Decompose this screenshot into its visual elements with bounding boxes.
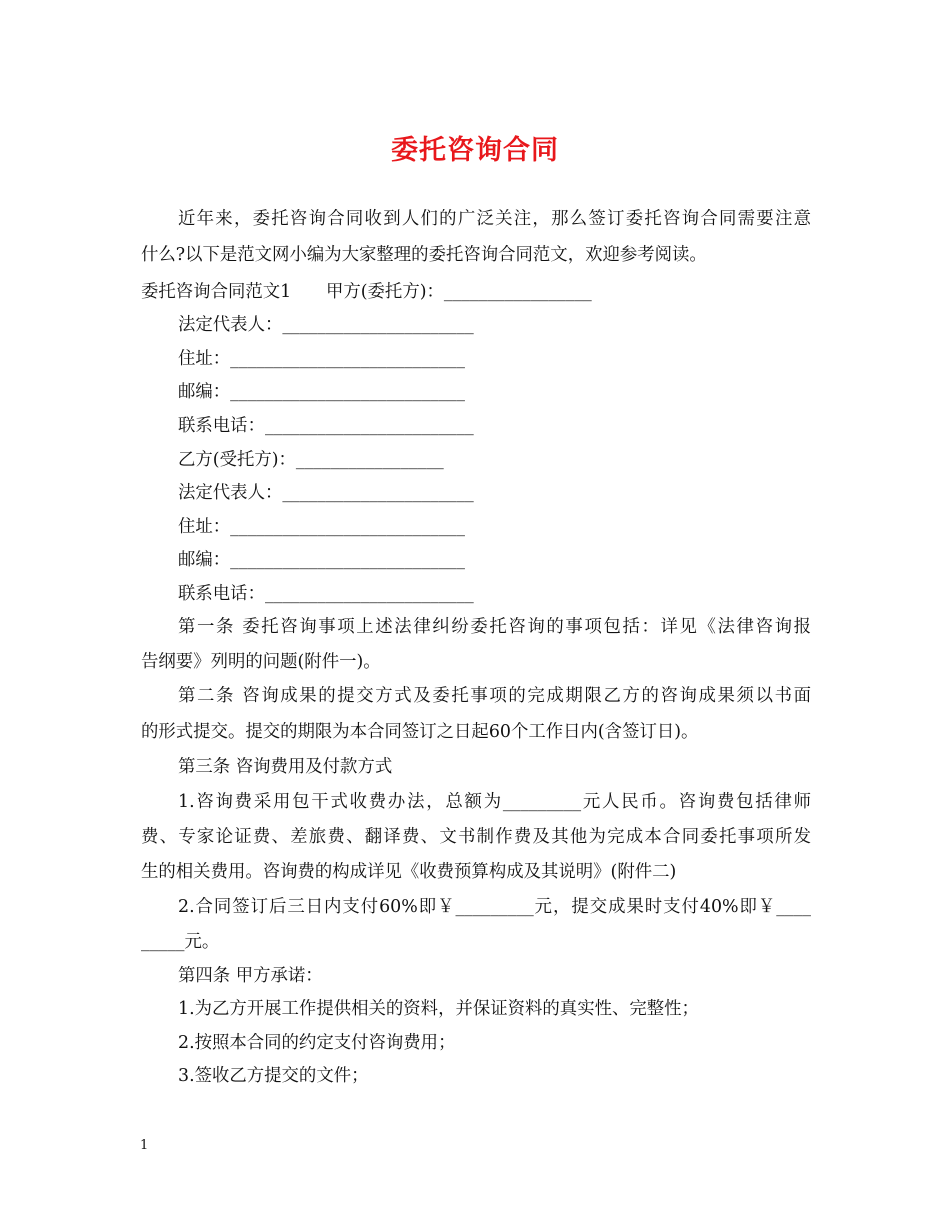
- section-heading: 第四条 甲方承诺：: [178, 966, 323, 986]
- paragraph-line: _____元。: [141, 932, 220, 952]
- form-field-line: 邮编：___________________________: [178, 550, 465, 570]
- form-field-line: 住址：___________________________: [178, 517, 465, 537]
- paragraph-line: 告纲要》列明的问题(附件一)。: [141, 652, 381, 672]
- paragraph-line: 2.按照本合同的约定支付咨询费用；: [178, 1033, 456, 1053]
- page-number: 1: [140, 1138, 149, 1153]
- form-field-line: 邮编：___________________________: [178, 382, 465, 402]
- paragraph-line: 3.签收乙方提交的文件；: [178, 1066, 369, 1086]
- paragraph-line: 的形式提交。提交的期限为本合同签订之日起60个工作日内(含签订日)。: [141, 722, 699, 742]
- paragraph-line: 生的相关费用。咨询费的构成详见《收费预算构成及其说明》(附件二): [141, 862, 677, 882]
- paragraph-line: 委托咨询合同范文1 甲方(委托方)：_________________: [141, 282, 592, 302]
- form-field-line: 乙方(受托方)：_________________: [178, 450, 444, 470]
- paragraph-line: 2.合同签订后三日内支付60%即￥_________元，提交成果时支付40%即￥____: [178, 897, 811, 917]
- document-title: 委托咨询合同: [391, 135, 559, 166]
- paragraph-line: 1.为乙方开展工作提供相关的资料，并保证资料的真实性、完整性；: [178, 999, 699, 1019]
- paragraph-line: 什么?以下是范文网小编为大家整理的委托咨询合同范文，欢迎参考阅读。: [141, 245, 707, 265]
- paragraph-line: 近年来，委托咨询合同收到人们的广泛关注，那么签订委托咨询合同需要注意: [178, 209, 811, 229]
- paragraph-line: 第二条 咨询成果的提交方式及委托事项的完成期限乙方的咨询成果须以书面: [178, 686, 811, 706]
- form-field-line: 联系电话：________________________: [178, 416, 474, 436]
- paragraph-line: 费、专家论证费、差旅费、翻译费、文书制作费及其他为完成本合同委托事项所发: [141, 827, 811, 847]
- paragraph-line: 1.咨询费采用包干式收费办法，总额为_________元人民币。咨询费包括律师: [178, 792, 811, 812]
- form-field-line: 法定代表人：______________________: [178, 315, 474, 335]
- section-heading: 第三条 咨询费用及付款方式: [178, 757, 393, 777]
- form-field-line: 联系电话：________________________: [178, 584, 474, 604]
- paragraph-line: 第一条 委托咨询事项上述法律纠纷委托咨询的事项包括：详见《法律咨询报: [178, 617, 811, 637]
- form-field-line: 法定代表人：______________________: [178, 483, 474, 503]
- form-field-line: 住址：___________________________: [178, 349, 465, 369]
